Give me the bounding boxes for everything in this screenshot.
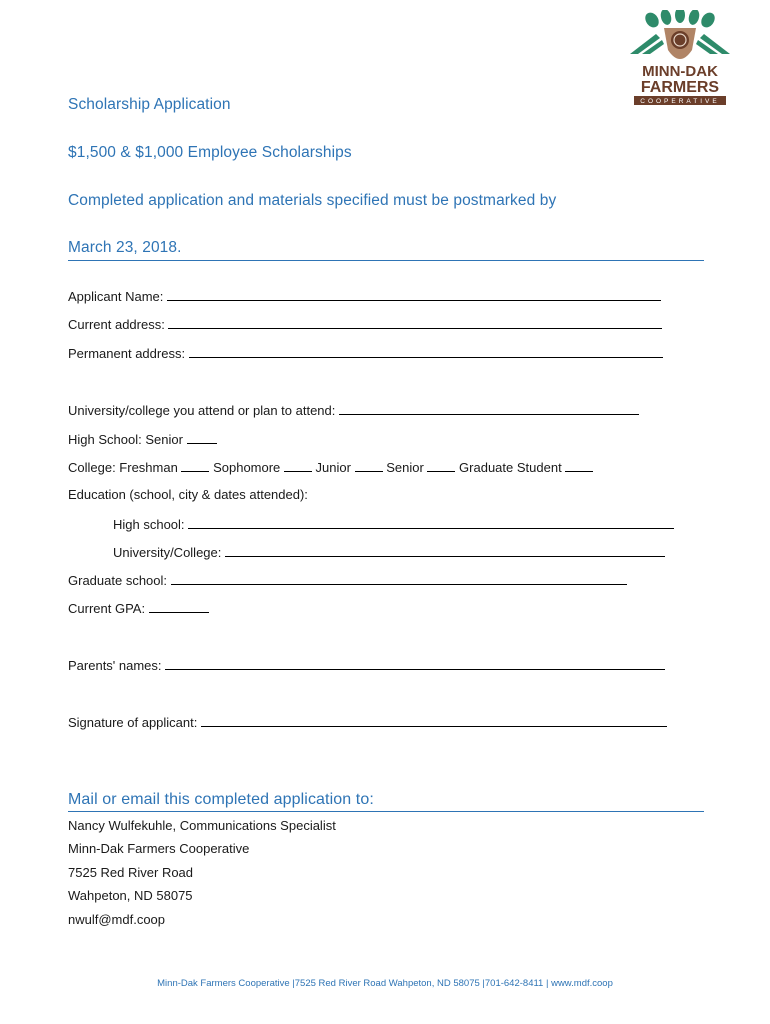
freshman-field[interactable]: [181, 459, 209, 472]
university-label: University/college you attend or plan to attend:: [68, 403, 336, 418]
permanent-address-label: Permanent address:: [68, 346, 186, 361]
deadline-intro: Completed application and materials specified must be postmarked by: [68, 192, 557, 209]
signature-label: Signature of applicant:: [68, 715, 198, 730]
graduate-school-row: [68, 572, 627, 588]
logo-tagline: COOPERATIVE: [640, 98, 720, 105]
sophomore-field[interactable]: [284, 459, 312, 472]
applicant-name-row: [68, 288, 661, 304]
logo-name-line2: FARMERS: [640, 79, 720, 96]
edu-high-school-label: High school:: [113, 517, 185, 532]
college-year-row: [68, 459, 593, 475]
senior-field[interactable]: [427, 459, 455, 472]
senior-label: Senior: [386, 460, 424, 475]
high-school-row: [68, 431, 217, 447]
mail-contact-name: Nancy Wulfekuhle, Communications Specialist: [68, 818, 336, 833]
graduate-school-label: Graduate school:: [68, 573, 168, 588]
high-school-senior-field[interactable]: [187, 431, 217, 444]
mail-organization: Minn-Dak Farmers Cooperative: [68, 841, 250, 856]
junior-field[interactable]: [355, 459, 383, 472]
logo-name-line1: MINN-DAK: [642, 63, 718, 80]
page-footer: Minn-Dak Farmers Cooperative |7525 Red River Road Wahpeton, ND 58075 |701-642-8411 | www.mdf.coop: [157, 978, 613, 989]
mail-heading: Mail or email this completed application to:: [68, 791, 374, 808]
parents-label: Parents' names:: [68, 658, 162, 673]
edu-university-field[interactable]: [225, 544, 665, 557]
edu-university-label: University/College:: [113, 545, 222, 560]
gpa-field[interactable]: [149, 600, 209, 613]
deadline-date: March 23, 2018.: [68, 239, 182, 256]
mail-city: Wahpeton, ND 58075: [68, 888, 193, 903]
header-divider: [68, 260, 704, 261]
edu-university-row: [113, 544, 665, 560]
graduate-school-field[interactable]: [171, 572, 627, 585]
minn-dak-logo: [628, 10, 732, 110]
current-address-label: Current address:: [68, 317, 165, 332]
edu-high-school-row: [113, 516, 674, 532]
parents-field[interactable]: [165, 657, 665, 670]
sugar-beet-leaves-icon: [642, 10, 717, 30]
education-label: Education (school, city & dates attended):: [68, 487, 308, 502]
signature-row: [68, 714, 667, 730]
sophomore-label: Sophomore: [213, 460, 281, 475]
permanent-address-field[interactable]: [189, 345, 663, 358]
junior-label: Junior: [315, 460, 351, 475]
university-row: [68, 402, 639, 418]
graduate-student-label: Graduate Student: [459, 460, 562, 475]
mail-street: 7525 Red River Road: [68, 865, 194, 880]
applicant-name-label: Applicant Name:: [68, 289, 164, 304]
mail-divider: [68, 811, 704, 812]
university-field[interactable]: [339, 402, 639, 415]
graduate-student-field[interactable]: [565, 459, 593, 472]
permanent-address-row: [68, 345, 663, 361]
applicant-name-field[interactable]: [167, 288, 661, 301]
high-school-senior-label: High School: Senior: [68, 432, 183, 447]
parents-row: [68, 657, 665, 673]
mail-email: nwulf@mdf.coop: [68, 912, 166, 927]
page-title: Scholarship Application: [68, 96, 231, 113]
edu-high-school-field[interactable]: [188, 516, 674, 529]
gpa-row: [68, 600, 209, 616]
signature-field[interactable]: [201, 714, 667, 727]
gpa-label: Current GPA:: [68, 601, 146, 616]
current-address-field[interactable]: [168, 316, 662, 329]
current-address-row: [68, 316, 662, 332]
college-freshman-label: College: Freshman: [68, 460, 178, 475]
scholarship-amounts: $1,500 & $1,000 Employee Scholarships: [68, 144, 352, 161]
